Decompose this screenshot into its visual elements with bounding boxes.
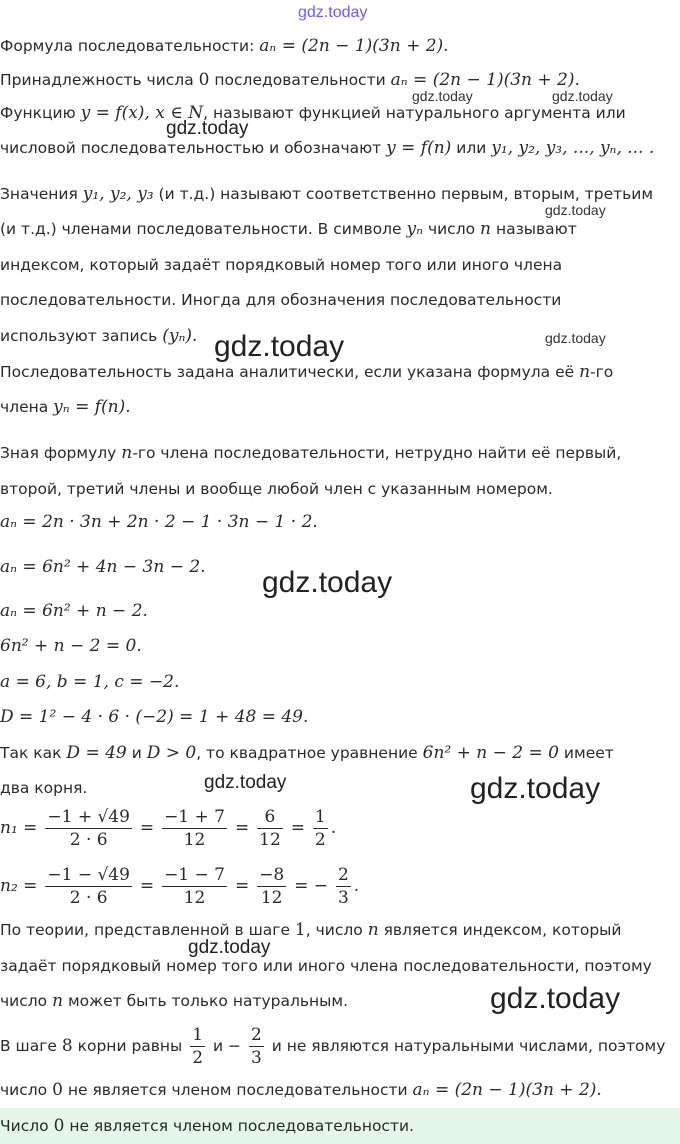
watermark-top: gdz.today: [298, 4, 368, 21]
fraction: $\frac{-1 - √49}{2 \cdot 6}$: [47, 865, 130, 908]
fraction: $\frac{-1 + √49}{2 \cdot 6}$: [47, 807, 130, 850]
watermark: gdz.today: [262, 566, 393, 599]
watermark: gdz.today: [188, 937, 271, 958]
answer-text: Число 0 не является членом последовательности.: [0, 1116, 414, 1136]
definition-line-1: Функцию y = f(x), x ∈ N, называют функцией натурального аргумента или: [0, 103, 626, 123]
fraction: $\frac{6}{12}$: [259, 807, 281, 850]
watermark: gdz.today: [470, 772, 601, 805]
explanation-line-1: Зная формулу n-го члена последовательности, нетрудно найти её первый,: [0, 443, 622, 463]
two-roots-line: два корня.: [0, 779, 88, 797]
fraction: $\frac{-1 + 7}{12}$: [164, 807, 225, 850]
watermark: gdz.today: [214, 330, 345, 363]
explanation-line-2: второй, третий члены и вообще любой член с указанным номером.: [0, 480, 553, 498]
watermark: gdz.today: [545, 330, 606, 346]
root-n1: n₁ = $\frac{-1 + √49}{2 \cdot 6}$ = $\frac{-1 + 7}{12}$ = $\frac{6}{12}$ = $\frac{1}{2}$ .: [0, 807, 337, 850]
definition-line-2: числовой последовательностью и обозначают y = f(n) или y₁, y₂, y₃, ..., yₙ, ... .: [0, 138, 655, 158]
watermark: gdz.today: [552, 88, 613, 104]
definition-line-5: индексом, который задаёт порядковый номер того или иного члена: [0, 256, 563, 274]
definition-line-6: последовательности. Иногда для обозначения последовательности: [0, 291, 562, 309]
definition-line-4: (и т.д.) членами последовательности. В символе yₙ число n называют: [0, 219, 577, 239]
definition-line-8: Последовательность задана аналитически, если указана формула её n-го: [0, 362, 614, 382]
theory-line-2: задаёт порядковый номер того или иного члена последовательности, поэтому: [0, 957, 652, 975]
definition-line-3: Значения y₁, y₂, y₃ (и т.д.) называют соответственно первым, вторым, третьим: [0, 184, 654, 204]
watermark: gdz.today: [204, 772, 287, 793]
watermark: gdz.today: [545, 202, 606, 218]
fraction: $\frac{1}{2}$: [192, 1025, 204, 1068]
fraction: $\frac{-1 - 7}{12}$: [164, 865, 225, 908]
conclusion-line-1: В шаге 8 корни равны $\frac{1}{2}$ и − $\frac{2}{3}$ и не являются натуральными числами, поэтому: [0, 1025, 666, 1068]
fraction: $\frac{2}{3}$: [337, 865, 349, 908]
equation-1: aₙ = 2n · 3n + 2n · 2 − 1 · 3n − 1 · 2.: [0, 512, 318, 532]
fraction: $\frac{2}{3}$: [250, 1025, 262, 1068]
theory-line-3: число n может быть только натуральным.: [0, 991, 349, 1011]
conclusion-line-2: число 0 не является членом последовательности aₙ = (2n − 1)(3n + 2).: [0, 1080, 602, 1100]
watermark: gdz.today: [412, 88, 473, 104]
equation-4: 6n² + n − 2 = 0.: [0, 636, 142, 656]
theory-line-1: По теории, представленной в шаге 1, число n является индексом, который: [0, 920, 622, 940]
task-line: Принадлежность числа 0 последовательности aₙ = (2n − 1)(3n + 2).: [0, 70, 580, 90]
equation-2: aₙ = 6n² + 4n − 3n − 2.: [0, 557, 206, 577]
answer-box: [0, 1108, 680, 1144]
fraction: $\frac{-8}{12}$: [259, 865, 285, 908]
equation-3: aₙ = 6n² + n − 2.: [0, 601, 148, 621]
discriminant-line: Так как D = 49 и D > 0, то квадратное уравнение 6n² + n − 2 = 0 имеет: [0, 743, 614, 763]
root-n2: n₂ = $\frac{-1 - √49}{2 \cdot 6}$ = $\frac{-1 - 7}{12}$ = $\frac{-8}{12}$ = − $\frac{2}{3}$ .: [0, 865, 360, 908]
equation-6: D = 1² − 4 · 6 · (−2) = 1 + 48 = 49.: [0, 707, 309, 727]
definition-line-7: используют запись (yₙ).: [0, 326, 198, 346]
equation-5: a = 6, b = 1, c = −2.: [0, 672, 180, 692]
definition-line-9: члена yₙ = f(n).: [0, 397, 131, 417]
fraction: $\frac{1}{2}$: [314, 807, 326, 850]
formula-line: Формула последовательности: aₙ = (2n − 1)(3n + 2).: [0, 36, 449, 56]
watermark: gdz.today: [166, 118, 249, 139]
watermark: gdz.today: [490, 982, 621, 1015]
